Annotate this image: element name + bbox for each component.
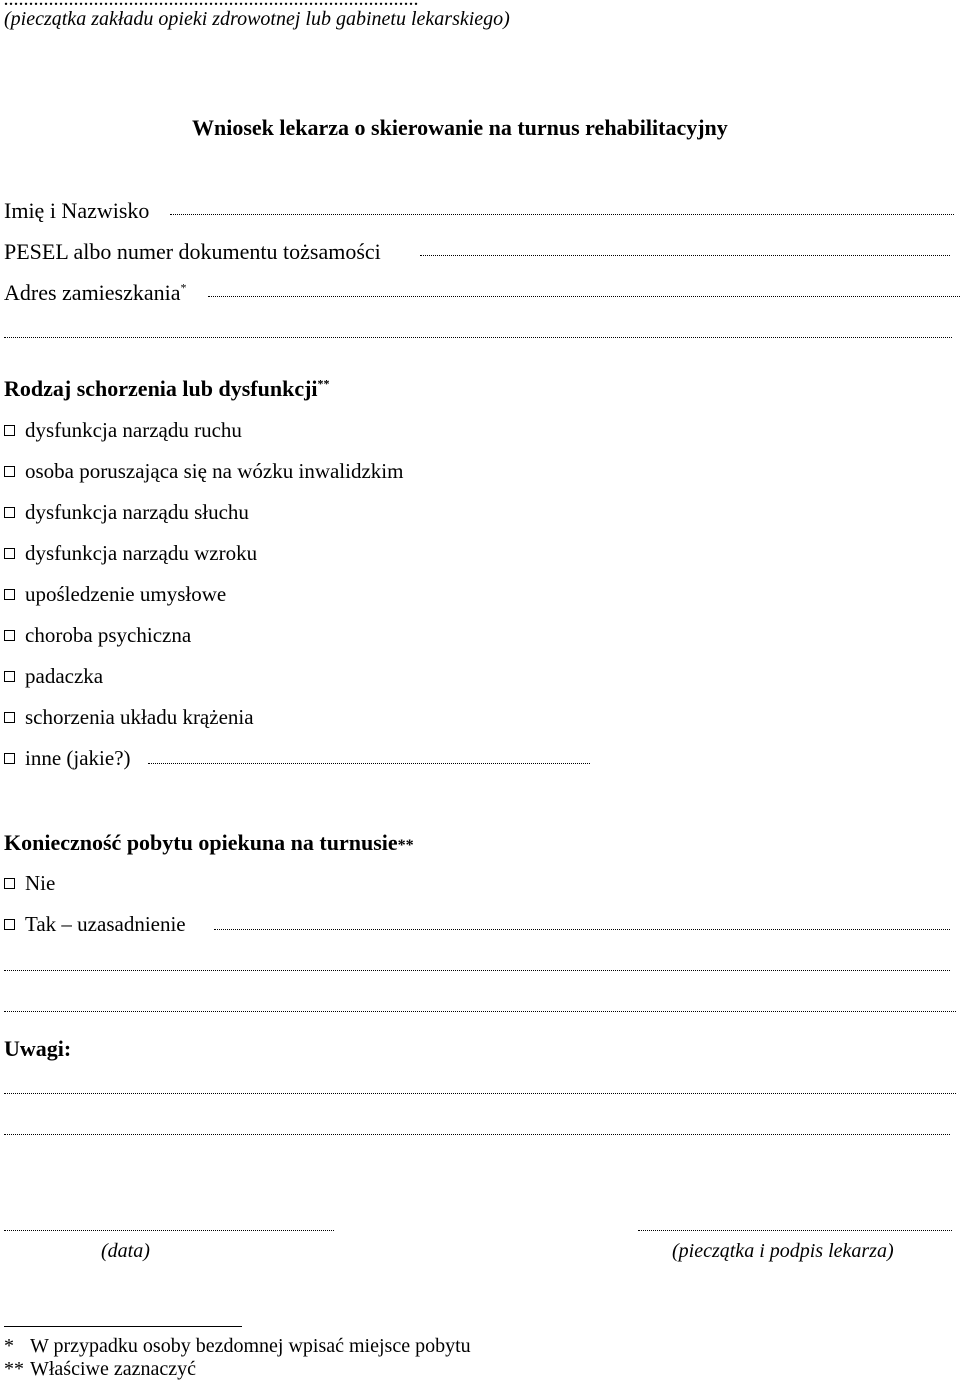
condition-option[interactable]: choroba psychiczna: [4, 623, 191, 648]
checkbox-icon[interactable]: [4, 548, 15, 559]
caregiver-option-yes[interactable]: Tak – uzasadnienie: [4, 912, 186, 937]
condition-option[interactable]: osoba poruszająca się na wózku inwalidzkim: [4, 459, 403, 484]
stamp-caption: (pieczątka zakładu opieki zdrowotnej lub gabinetu lekarskiego): [4, 8, 510, 30]
caregiver-heading-mark: **: [397, 837, 414, 854]
remarks-dotted-line-2: [4, 1132, 950, 1135]
justification-dotted-line: [214, 927, 950, 930]
checkbox-icon[interactable]: [4, 712, 15, 723]
condition-heading-mark: **: [317, 376, 330, 391]
date-caption: (data): [101, 1240, 150, 1262]
pesel-label: PESEL albo numer dokumentu tożsamości: [4, 239, 381, 264]
condition-option[interactable]: schorzenia układu krążenia: [4, 705, 254, 730]
name-label: Imię i Nazwisko: [4, 198, 150, 223]
condition-option[interactable]: padaczka: [4, 664, 103, 689]
checkbox-icon[interactable]: [4, 466, 15, 477]
document-title: Wniosek lekarza o skierowanie na turnus rehabilitacyjny: [192, 115, 728, 140]
condition-heading: Rodzaj schorzenia lub dysfunkcji**: [4, 376, 330, 401]
remarks-dotted-line: [4, 1091, 956, 1094]
signature-caption: (pieczątka i podpis lekarza): [672, 1240, 894, 1262]
name-field[interactable]: [4, 198, 956, 224]
checkbox-icon[interactable]: [4, 878, 15, 889]
checkbox-icon[interactable]: [4, 589, 15, 600]
footnote-mark: **: [4, 1358, 24, 1380]
address-field[interactable]: [4, 280, 187, 306]
condition-option[interactable]: dysfunkcja narządu słuchu: [4, 500, 249, 525]
signature-dotted-line: [638, 1228, 952, 1231]
footnote-mark: *: [4, 1335, 14, 1357]
checkbox-icon[interactable]: [4, 753, 15, 764]
footnote: * W przypadku osoby bezdomnej wpisać miejsce pobytu: [4, 1335, 471, 1357]
address-dotted-line-2: [4, 335, 952, 338]
other-dotted-line: [148, 761, 590, 764]
footnote-separator: [4, 1326, 242, 1327]
checkbox-icon[interactable]: [4, 671, 15, 682]
condition-option[interactable]: upośledzenie umysłowe: [4, 582, 226, 607]
pesel-field[interactable]: [4, 239, 956, 265]
condition-option[interactable]: dysfunkcja narządu ruchu: [4, 418, 242, 443]
checkbox-icon[interactable]: [4, 507, 15, 518]
address-label: Adres zamieszkania: [4, 280, 181, 305]
caregiver-option-no[interactable]: Nie: [4, 871, 55, 896]
caregiver-heading: Konieczność pobytu opiekuna na turnusie**: [4, 830, 414, 855]
checkbox-icon[interactable]: [4, 919, 15, 930]
checkbox-icon[interactable]: [4, 630, 15, 641]
checkbox-icon[interactable]: [4, 425, 15, 436]
name-dotted-line: [170, 212, 954, 215]
address-footnote-mark: *: [180, 280, 187, 295]
condition-option[interactable]: dysfunkcja narządu wzroku: [4, 541, 257, 566]
address-dotted-line: [208, 294, 960, 297]
date-dotted-line: [4, 1228, 334, 1231]
justification-dotted-line-3: [4, 1009, 956, 1012]
condition-option-other[interactable]: inne (jakie?): [4, 746, 131, 771]
remarks-heading: Uwagi:: [4, 1036, 72, 1061]
pesel-dotted-line: [420, 253, 950, 256]
footnote: ** Właściwe zaznaczyć: [4, 1358, 196, 1380]
justification-dotted-line-2: [4, 968, 950, 971]
